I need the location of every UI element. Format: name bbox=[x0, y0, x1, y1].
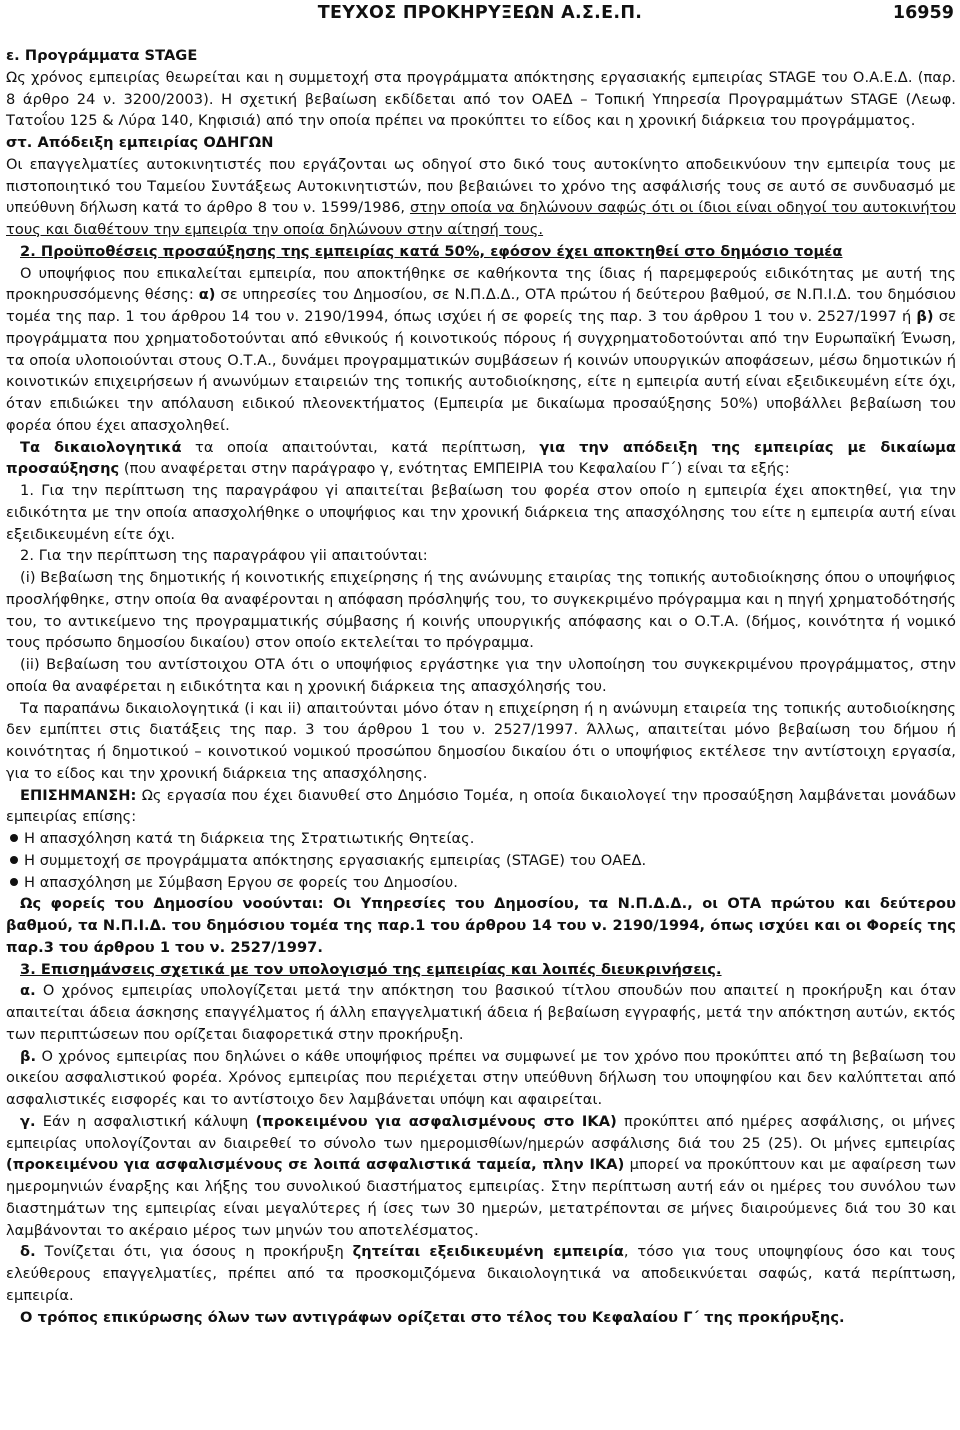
page-number: 16959 bbox=[892, 3, 954, 23]
section-3-c bbox=[6, 1111, 956, 1242]
p1-text-c: σε προγράμματα που χρηματοδοτούνται από εθνικούς ή κοινοτικούς πόρους ή συγχρηματοδοτούνται από την Ευρωπαϊκή Ένωση, τα οποία υλοποιούνται στους Ο.Τ.Α., δυνάμει προγραμματικών συμβάσεων ή κοινών υπουργικών αποφάσεων, μέσω δημοτικών ή κοινοτικών επιχειρήσεων ή ανωνύμων εταιρειών της τοπικής αυτοδιοίκησης, είτε η εμπειρία αυτή είναι εξειδικευμένη είτε όχι, όταν επιδιώκει την απόλαυση ειδικού πλεονεκτήματος (Εμπειρία με δικαίωμα προσαύξησης 50%) υποβάλλει βεβαίωση του φορέα όπου έχει απασχοληθεί. bbox=[6, 308, 956, 434]
section-3-d bbox=[6, 1241, 956, 1306]
final-note: Ο τρόπος επικύρωσης όλων των αντιγράφων ορίζεται στο τέλος του Κεφαλαίου Γ΄ της προκήρυξης. bbox=[20, 1308, 845, 1326]
section-2-p1 bbox=[6, 263, 956, 437]
label-d: δ. bbox=[20, 1243, 36, 1261]
bullet-item bbox=[6, 850, 956, 872]
document-body bbox=[6, 45, 956, 1328]
bullet-item bbox=[6, 828, 956, 850]
section-e-heading: ε. Προγράμματα STAGE bbox=[6, 47, 198, 64]
text-c-1: Εάν η ασφαλιστική κάλυψη bbox=[35, 1112, 256, 1130]
bold-c-2: (προκειμένου για ασφαλισμένους σε λοιπά ασφαλιστικά ταμεία, πλην ΙΚΑ) bbox=[6, 1156, 625, 1174]
section-2-p3: 1. Για την περίπτωση της παραγράφου γi απαιτείται βεβαίωση του φορέα στον οποίο η εμπειρία έχει αποκτηθεί, για την ειδικότητα με την οποία απασχολήθηκε ο υποψήφιος και την χρονική διάρκεια της απασχόλησης του είτε η εμπειρία αυτή είναι εξειδικευμένη είτε όχι. bbox=[6, 482, 956, 543]
page-header bbox=[0, 0, 960, 24]
section-3-heading-text: 3. Επισημάνσεις σχετικά με τον υπολογισμό της εμπειρίας και λοιπές διευκρινήσεις. bbox=[20, 960, 722, 978]
section-3-b bbox=[6, 1046, 956, 1111]
bullet-icon bbox=[10, 856, 18, 864]
section-st-text bbox=[6, 154, 956, 241]
text-c-2: προκύπτει από ημέρες ασφάλισης, οι μήνες εμπειρίας υπολογίζονται αν διαιρεθεί το σύνολο των ημερομισθίων/ημερών ασφάλισης διά του 25 (25). Οι μήνες εμπειρίας bbox=[6, 1112, 956, 1152]
section-2-p6: (ii) Βεβαίωση του αντίστοιχου ΟΤΑ ότι ο υποψήφιος εργάστηκε για την υλοποίηση του συγκεκριμένου προγράμματος, στην οποία θα αναφέρεται η ειδικότητα και η χρονική διάρκεια της απασχόλησής του. bbox=[6, 656, 956, 695]
section-st-text-main: Οι επαγγελματίες αυτοκινητιστές που εργάζονται ως οδηγοί στο δικό τους αυτοκίνητο αποδεικνύουν την εμπειρία τους με πιστοποιητικό του Ταμείου Συντάξεως Αυτοκινητιστών, που βεβαιώνει το χρόνο της ασφάλισής τους σε αυτό σε συνδυασμό με υπεύθυνη δήλωση κατά το άρθρο 8 του ν. 1599/1986, bbox=[6, 155, 956, 217]
p1-alpha: α) bbox=[198, 286, 216, 304]
text-b: Ο χρόνος εμπειρίας που δηλώνει ο κάθε υποψήφιος πρέπει να συμφωνεί με τον χρόνο που προκύπτει από τη βεβαίωση του οικείου ασφαλιστικού φορέα. Χρόνος εμπειρίας που περιέχεται στην υπεύθυνη δήλωση του υποψηφίου και δεν καλύπτεται από ασφαλιστικές εισφορές και το αντίστοιχο δεν λαμβάνεται υπόψη και αφαιρείται. bbox=[6, 1047, 956, 1108]
text-a: Ο χρόνος εμπειρίας υπολογίζεται μετά την απόκτηση του βασικού τίτλου σπουδών που απαιτεί η προκήρυξη και όταν απαιτείται άδεια άσκησης επαγγέλματος ή άλλη επαγγελματική άδεια ή βεβαίωση εγγραφής, μετά την απόκτηση αυτών, εκτός των περιπτώσεων που ορίζεται διαφορετικά στην προκήρυξη. bbox=[6, 982, 956, 1043]
section-3-heading bbox=[6, 959, 956, 981]
label-b: β. bbox=[20, 1047, 37, 1065]
text-d-2: , τόσο για τους υποψηφίους όσο και τους ελεύθερους επαγγελματίες, πρέπει από τα προσκομιζόμενα δικαιολογητικά να αποδεικνύεται σαφώς, κατά περίπτωση, εμπειρία. bbox=[6, 1243, 956, 1304]
section-e-text: Ως χρόνος εμπειρίας θεωρείται και η συμμετοχή στα προγράμματα απόκτησης εργασιακής εμπειρίας STAGE του Ο.Α.Ε.Δ. (παρ. 8 άρθρο 24 ν. 3200/2003). Η σχετική βεβαίωση εκδίδεται από τον ΟΑΕΔ – Τοπική Υπηρεσία Προγραμμάτων STAGE (Λεωφ. Τατοΐου 125 & Λύρα 140, Κηφισιά) από την οποία πρέπει να προκύπτει το είδος και η χρονική διάρκεια του προγράμματος. bbox=[6, 68, 956, 130]
p2-bold-2: για την απόδειξη της εμπειρίας με δικαίωμα προσαύξησης bbox=[6, 438, 956, 478]
section-2-heading-text: 2. Προϋποθέσεις προσαύξησης της εμπειρίας κατά 50%, εφόσον έχει αποκτηθεί στο δημόσιο τομέα bbox=[20, 242, 843, 260]
label-c: γ. bbox=[20, 1112, 36, 1130]
p8-bold: ΕΠΙΣΗΜΑΝΣΗ: bbox=[20, 786, 137, 804]
section-st-heading: στ. Απόδειξη εμπειρίας ΟΔΗΓΩΝ bbox=[6, 134, 274, 151]
section-2-p8 bbox=[6, 785, 956, 829]
p2-text-a: τα οποία απαιτούνται, κατά περίπτωση, bbox=[181, 438, 540, 456]
bullet-text: Η συμμετοχή σε προγράμματα απόκτησης εργασιακής εμπειρίας (STAGE) του ΟΑΕΔ. bbox=[24, 851, 647, 869]
bold-c-1: (προκειμένου για ασφαλισμένους στο ΙΚΑ) bbox=[255, 1112, 617, 1130]
p1-beta: β) bbox=[916, 308, 934, 325]
section-2-p7: Τα παραπάνω δικαιολογητικά (i και ii) απαιτούνται μόνο όταν η επιχείρηση ή η ανώνυμη εταιρεία της τοπικής αυτοδιοίκησης δεν εμπίπτει στις διατάξεις της παρ. 3 του άρθρου 1 του ν. 2527/1997. Άλλως, απαιτείται μόνο βεβαίωση του δήμου ή κοινότητας ή δημοτικού – κοινοτικού νομικού προσώπου δημοσίου δικαίου ότι ο υποψήφιος εκτέλεσε την αντίστοιχη εργασία, για το είδος και την χρονική διάρκεια της απασχόλησης. bbox=[6, 699, 956, 782]
bullet-text: Η απασχόληση κατά τη διάρκεια της Στρατιωτικής Θητείας. bbox=[24, 830, 475, 847]
section-2-heading bbox=[6, 241, 956, 263]
label-a: α. bbox=[20, 982, 36, 1000]
bold-d: ζητείται εξειδικευμένη εμπειρία bbox=[352, 1243, 624, 1261]
p2-text-b: (που αναφέρεται στην παράγραφο γ, ενότητας ΕΜΠΕΙΡΙΑ του Κεφαλαίου Γ΄) είναι τα εξής: bbox=[119, 460, 790, 478]
text-d-1: Τονίζεται ότι, για όσους η προκήρυξη bbox=[35, 1243, 353, 1261]
p1-text-b: σε υπηρεσίες του Δημοσίου, σε Ν.Π.Δ.Δ., ΟΤΑ πρώτου ή δεύτερου βαθμού, σε Ν.Π.Ι.Δ. του δημόσιου τομέα της παρ. 1 του άρθρου 14 του ν. 2190/1994, όπως ισχύει ή σε φορείς της παρ. 3 του άρθρου 1 του ν. 2527/1997 ή bbox=[6, 286, 956, 325]
bullet-text: Η απασχόληση με Σύμβαση Εργου σε φορείς του Δημοσίου. bbox=[24, 873, 458, 891]
section-2-p2 bbox=[6, 437, 956, 481]
section-2-p9: Ως φορείς του Δημοσίου νοούνται: Οι Υπηρεσίες του Δημοσίου, τα Ν.Π.Δ.Δ., οι ΟΤΑ πρώτου και δεύτερου βαθμού, τα Ν.Π.Ι.Δ. του δημόσιου τομέα της παρ.1 του άρθρου 14 του ν. 2190/1994, όπως ισχύει και οι Φορείς της παρ.3 του άρθρου 1 του ν. 2527/1997. bbox=[6, 895, 956, 956]
section-2-p5: (i) Βεβαίωση της δημοτικής ή κοινοτικής επιχείρησης ή της ανώνυμης εταιρίας της τοπικής αυτοδιοίκησης όπου ο υποψήφιος προσλήφθηκε, στην οποία θα αναφέρονται η απόφαση πρόσληψής του, το συγκεκριμένο πρόγραμμα και η πηγή χρηματοδότησής του, το αντικείμενο της προγραμματικής σύμβασης ή κοινής υπουργικής απόφασης και ο Ο.Τ.Α. (δήμος, κοινότητα ή νομικό τους πρόσωπο δημοσίου δικαίου) στον οποίο εκτελείται το πρόγραμμα. bbox=[6, 569, 956, 652]
section-2-p4: 2. Για την περίπτωση της παραγράφου γii απαιτούνται: bbox=[20, 547, 428, 565]
p1-text-a: Ο υποψήφιος που επικαλείται εμπειρία, που αποκτήθηκε σε καθήκοντα της ίδιας ή παρεμφερούς ειδικότητας με αυτή της προκηρυσσόμενης θέσης: bbox=[6, 264, 956, 304]
p8-text: Ως εργασία που έχει διανυθεί στο Δημόσιο Τομέα, η οποία δικαιολογεί την προσαύξηση λαμβάνεται μονάδων εμπειρίας επίσης: bbox=[6, 786, 956, 826]
section-3-a bbox=[6, 980, 956, 1045]
bullet-icon bbox=[10, 878, 18, 886]
bullet-item bbox=[6, 872, 956, 894]
p2-bold-1: Τα δικαιολογητικά bbox=[20, 438, 182, 456]
section-st-underlined: στην οποία να δηλώνουν σαφώς ότι οι ίδιοι είναι οδηγοί του αυτοκινήτου τους και διαθέτουν την εμπειρία την οποία δηλώνουν στην αίτησή τους. bbox=[6, 199, 956, 238]
header-title: ΤΕΥΧΟΣ ΠΡΟΚΗΡΥΞΕΩΝ Α.Σ.Ε.Π. bbox=[317, 3, 643, 23]
bullet-icon bbox=[10, 834, 18, 842]
text-c-3: μπορεί να προκύπτουν και με αφαίρεση των ημερομηνιών έναρξης και λήξης του συνολικού διαστήματος εμπειρίας. Στην περίπτωση αυτή εάν οι ημέρες του συνόλου των διαστημάτων της εμπειρίας είναι μεγαλύτερες ή ίσες των 30 ημερών, μετατρέπονται σε μήνες διαιρούμενες διά του 30 και λαμβάνονται το ακέραιο μέρος των μηνών του αποτελέσματος. bbox=[6, 1156, 956, 1239]
